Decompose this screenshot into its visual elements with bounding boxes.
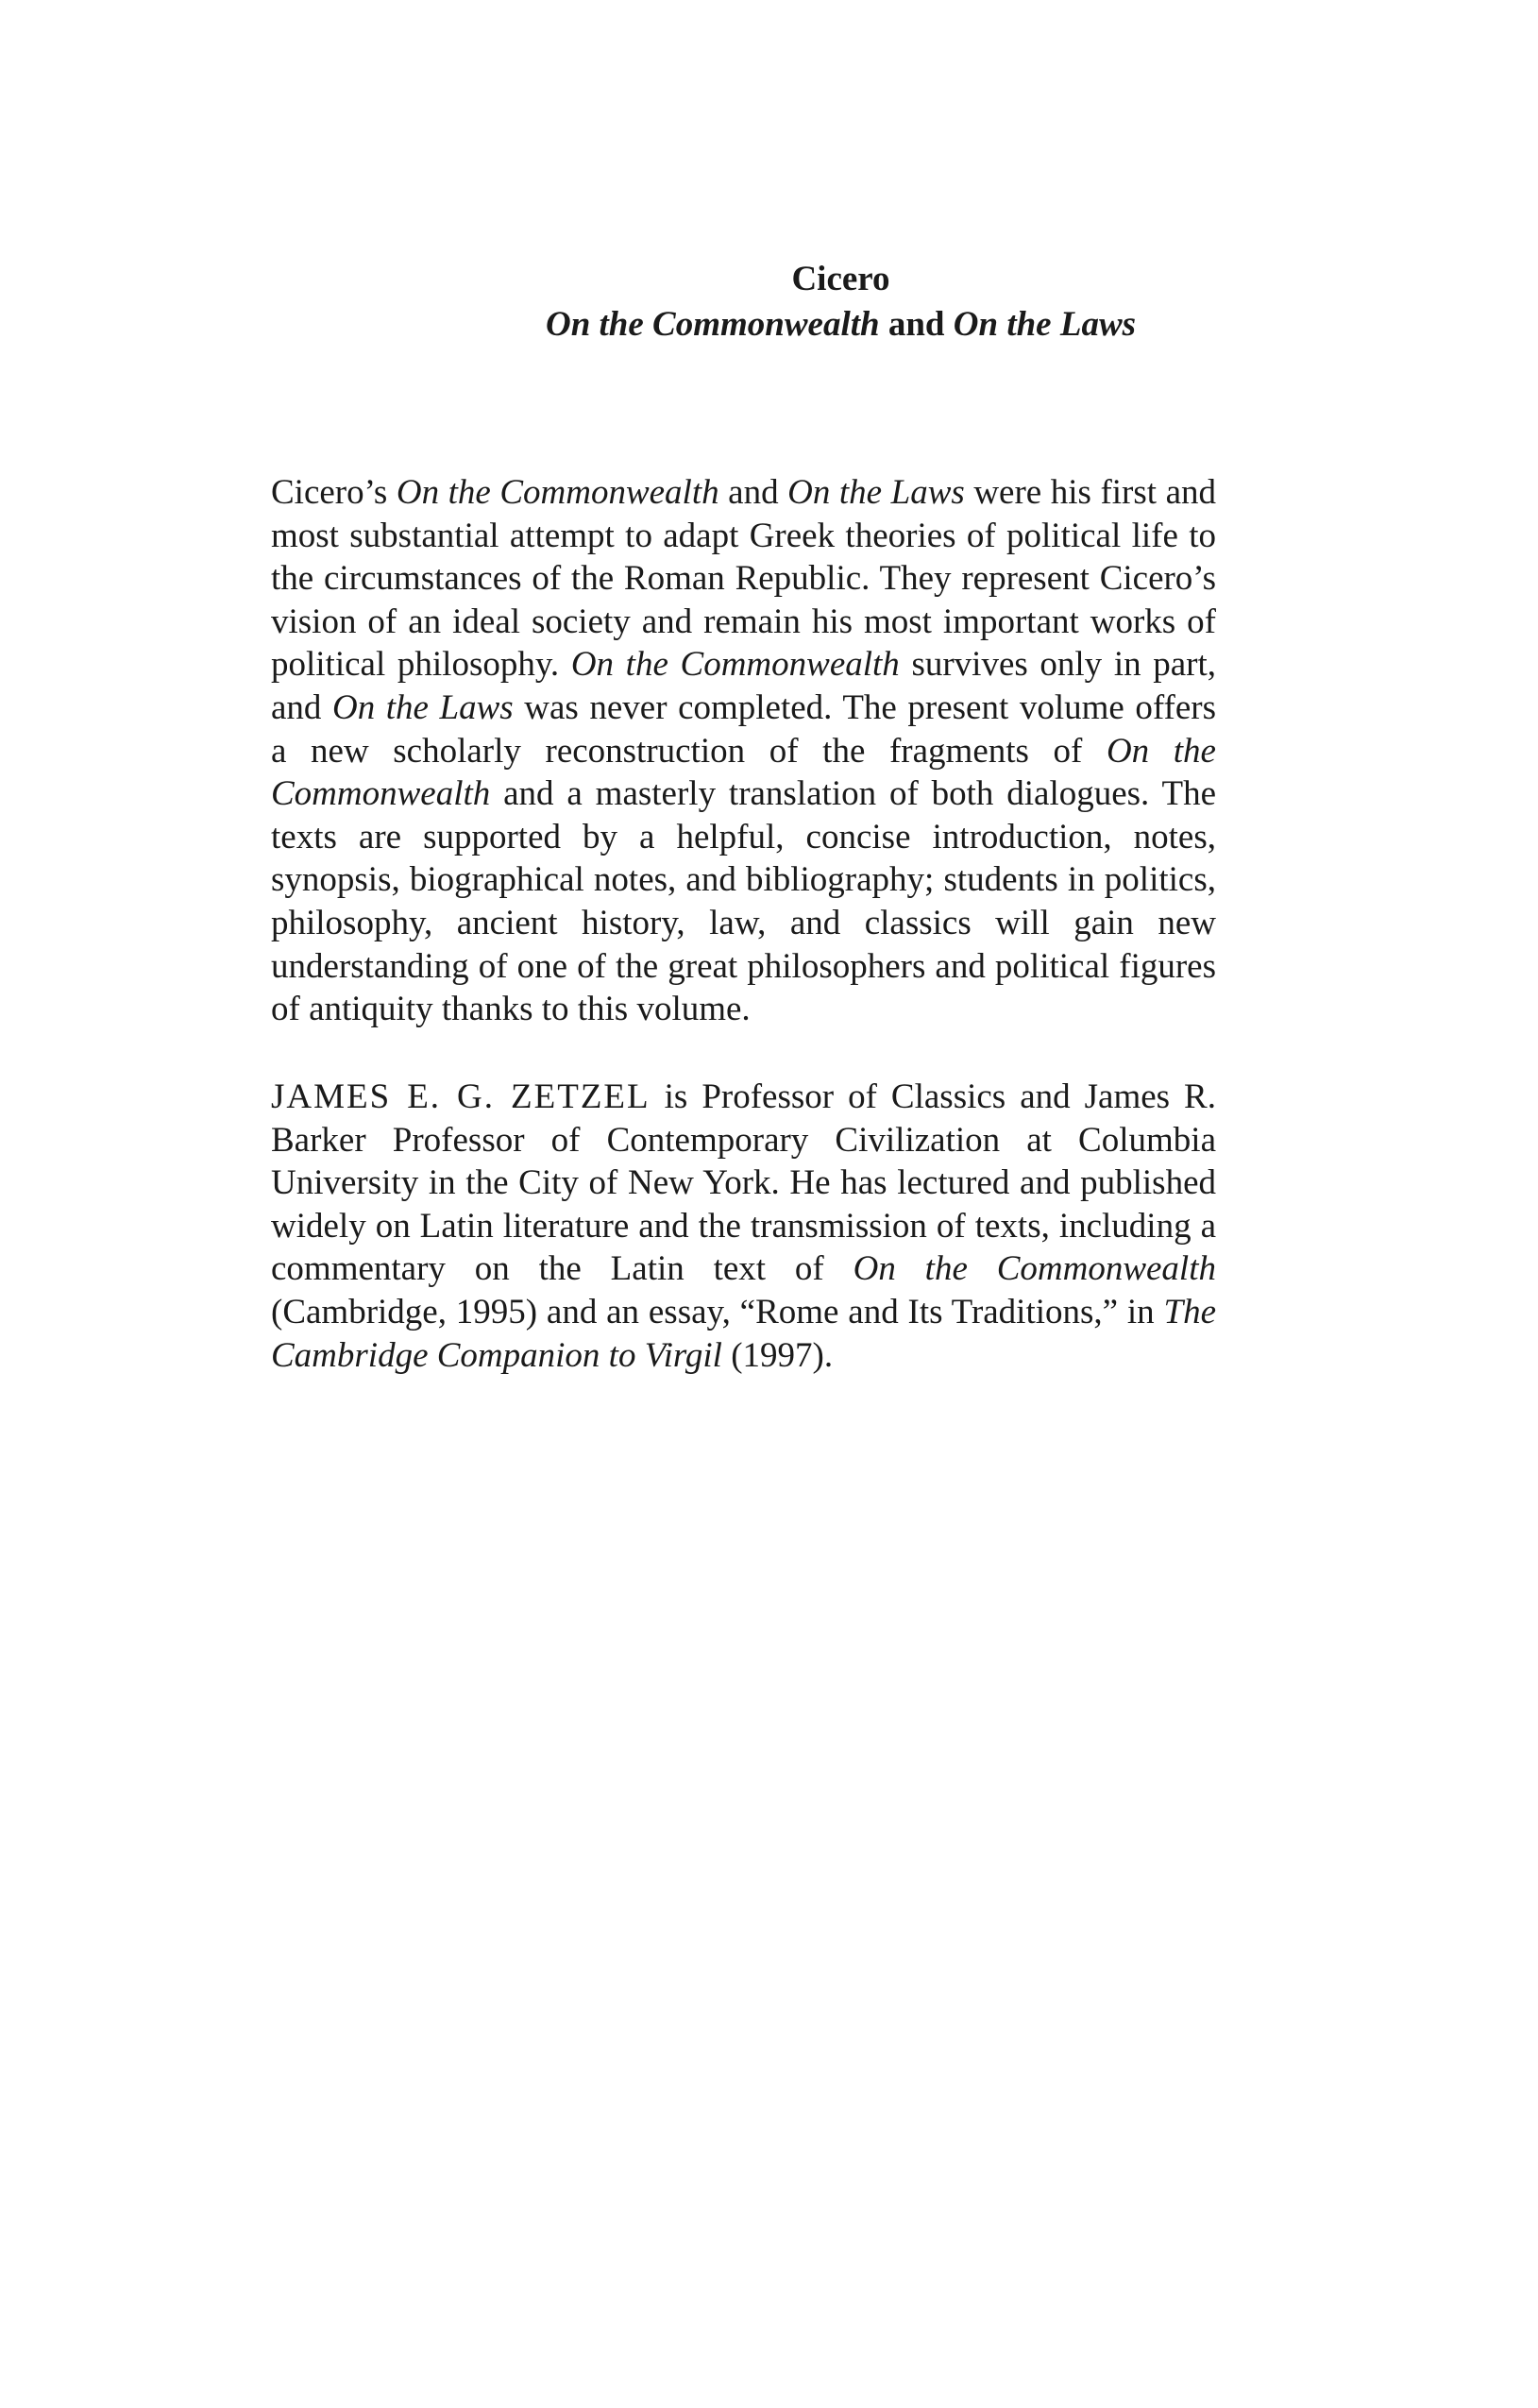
italic-title: On the Commonwealth bbox=[853, 1249, 1216, 1289]
title-block bbox=[0, 257, 1538, 348]
book-description bbox=[271, 471, 1216, 1031]
italic-title: On the Commonwealth bbox=[396, 473, 719, 512]
italic-title: On the Laws bbox=[331, 687, 514, 727]
text-run: was never completed. The present volume offers a new scholarly reconstruction of the fragments of bbox=[271, 687, 1216, 771]
italic-title: The Cambridge Companion to Virgil bbox=[271, 1292, 1216, 1375]
biography-paragraph bbox=[271, 1076, 1216, 1377]
author-heading: Cicero bbox=[791, 260, 890, 298]
text-run: Cicero’s bbox=[271, 473, 397, 512]
italic-title: On the Commonwealth bbox=[271, 731, 1216, 814]
work-title-laws: On the Laws bbox=[953, 305, 1137, 344]
title-conjunction: and bbox=[887, 305, 945, 344]
text-run: and bbox=[718, 473, 788, 512]
description-paragraph bbox=[271, 471, 1216, 1031]
italic-title: On the Laws bbox=[787, 473, 965, 512]
text-run: (Cambridge, 1995) and an essay, “Rome and Its Traditions,” in bbox=[271, 1292, 1164, 1331]
italic-title: On the Commonwealth bbox=[570, 645, 900, 685]
work-titles bbox=[144, 302, 1538, 348]
author-name: JAMES E. G. ZETZEL bbox=[271, 1077, 651, 1116]
text-run: were his first and most substantial attempt to adapt Greek theories of political life to the circumstances of the Roman Republic. They represent Cicero’s vision of an ideal society and remain his most important works of political philosophy. bbox=[271, 473, 1217, 685]
text-run: and a masterly translation of both dialogues. The texts are supported by a helpful, concise introduction, notes, synopsis, biographical notes, and bibliography; students in politics, philosophy, ancient history, law, and classics will gain new understanding of one of the great philosophers and political figures of antiquity thanks to this volume. bbox=[271, 774, 1216, 1029]
text-run: (1997). bbox=[721, 1335, 834, 1375]
text-run: is Professor of Classics and James R. Barker Professor of Contemporary Civilization at Columbia University in the City of New York. He has lectured and published widely on Latin literature and the transmission of texts, including a commentary on the Latin text of bbox=[271, 1077, 1216, 1289]
text-run: survives only in part, and bbox=[271, 645, 1217, 727]
work-title-commonwealth: On the Commonwealth bbox=[545, 305, 880, 344]
author-biography bbox=[271, 1076, 1216, 1377]
